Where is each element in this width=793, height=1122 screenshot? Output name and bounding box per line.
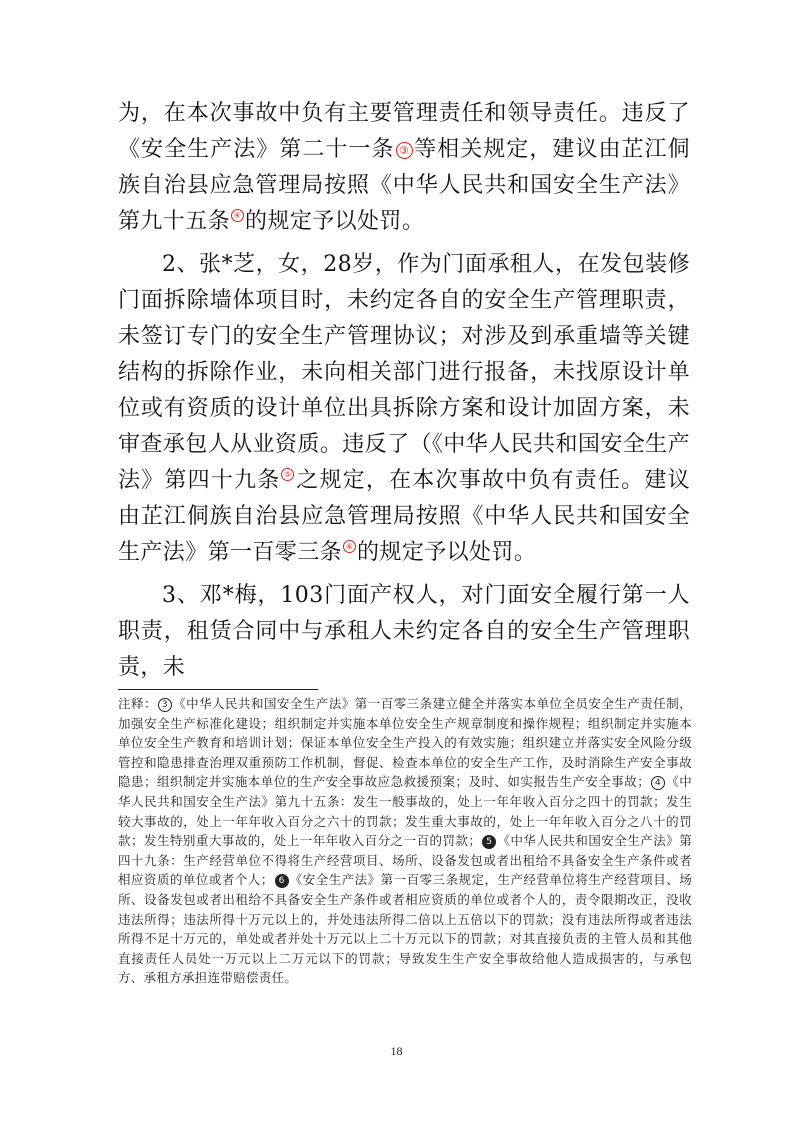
- p2-text-1: 2、张*芝，女，28岁，作为门面承租人，在发包装修门面拆除墙体项目时，未约定各自的安全生产管理职责，未签订专门的安全生产管理协议；对涉及到承重墙等关键结构的拆除作业，未向相关部门进行报备，未找原设计单位或有资质的设计单位出具拆除方案和设计加固方案，未审查承包人从业资质。违反了（《中华人民共和国安全生产法》第四十九条: [118, 252, 690, 493]
- footnote-text-3: 《中华人民共和国安全生产法》第四十九条：生产经营单位不得将生产经营项目、场所、设备发包或者出租给不具备安全生产条件或者相应资质的单位或者个人；: [118, 833, 692, 888]
- footnote-mark-4: 4: [651, 776, 665, 790]
- footnote: [118, 694, 692, 988]
- footnote-ref-3: ③: [396, 142, 413, 159]
- paragraph-1: [118, 96, 690, 240]
- footnote-label: 注释：: [118, 696, 157, 711]
- footnote-ref-5: ⑤: [281, 468, 294, 481]
- p3-text-1: 3、邓*梅，103门面产权人，对门面安全履行第一人职责，租赁合同中与承租人未约定各自的安全生产管理职责，未: [118, 583, 690, 680]
- p2-text-3: 的规定予以处罚。: [357, 540, 537, 565]
- body-text: [118, 96, 690, 693]
- footnote-mark-3: 3: [158, 698, 172, 712]
- page-number: 18: [390, 1044, 403, 1058]
- paragraph-3: [118, 578, 690, 686]
- footnote-separator: [118, 689, 318, 690]
- p2-text-2: 之规定，在本次事故中负有责任。建议由芷江侗族自治县应急管理局按照《中华人民共和国安全生产法》第一百零三条: [118, 468, 690, 565]
- footnote-text: [118, 694, 692, 988]
- p1-text-2: 等相关规定，建议由芷江侗族自治县应急管理局按照《中华人民共和国安全生产法》第九十五条: [118, 137, 690, 234]
- paragraph-2: [118, 247, 690, 571]
- footnote-mark-6: 6: [275, 874, 289, 888]
- p1-text-3: 的规定予以处罚。: [245, 209, 425, 234]
- footnote-text-1: 《中华人民共和国安全生产法》第一百零三条建立健全并落实本单位全员安全生产责任制，加强安全生产标准化建设；组织制定并实施本单位安全生产规章制度和操作规程；组织制定并实施本单位安全生产教育和培训计划；保证本单位安全生产投入的有效实施；组织建立并落实安全风险分级管控和隐患排查治理双重预防工作机制，督促、检查本单位的安全生产工作，及时消除生产安全事故隐患；组织制定并实施本单位的生产安全事故应急救援预案；及时、如实报告生产安全事故；: [118, 696, 692, 790]
- p1-text-1: 为，在本次事故中负有主要管理责任和领导责任。违反了《安全生产法》第二十一条: [118, 101, 690, 162]
- footnote-text-4: 《安全生产法》第一百零三条规定，生产经营单位将生产经营项目、场所、设备发包或者出租给不具备安全生产条件或者相应资质的单位或者个人的，责令限期改正，没收违法所得；违法所得十万元以上的，并处违法所得二倍以上五倍以下的罚款；没有违法所得或者违法所得不足十万元的，单处或者并处十万元以上二十万元以下的罚款；对其直接负责的主管人员和其他直接责任人员处一万元以上二万元以下的罚款；导致发生生产安全事故给他人造成损害的，与承包方、承租方承担连带赔偿责任。: [118, 872, 692, 986]
- footnote-mark-5: 5: [482, 835, 496, 849]
- footnote-ref-4: ④: [231, 209, 244, 222]
- footnote-ref-6: ⑥: [343, 540, 356, 553]
- footnote-text-2: 《中华人民共和国安全生产法》第九十五条：发生一般事故的，处上一年年收入百分之四十的罚款；发生较大事故的，处上一年年收入百分之六十的罚款；发生重大事故的，处上一年年收入百分之八十的罚款；发生特别重大事故的，处上一年年收入百分之一百的罚款；: [118, 774, 692, 849]
